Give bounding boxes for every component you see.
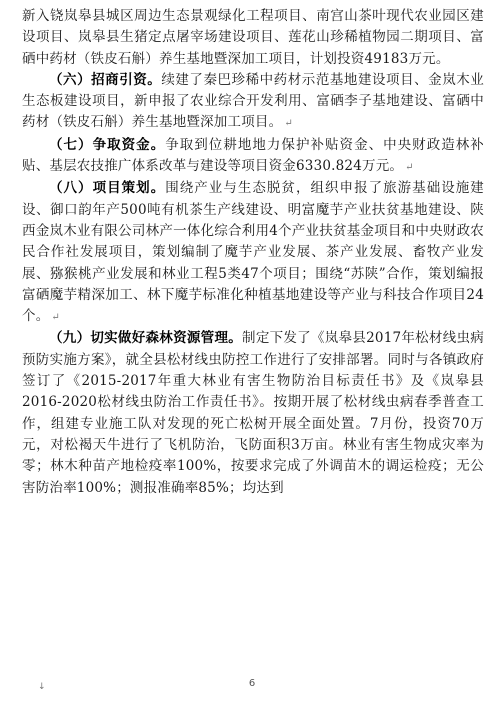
- section-heading: （七）争取资金。: [49, 136, 166, 153]
- paragraph-text: 续建了秦巴珍稀中药材示范基地建设项目、金岚木业生态板建设项目，新申报了农业综合开发利用、富硒李子基地建设、富硒中药材（铁皮石斛）养生基地暨深加工项目。: [22, 71, 484, 131]
- section-heading: （九）切实做好森林资源管理。: [49, 330, 243, 347]
- footer-mark: ↓: [38, 682, 46, 692]
- paragraph-investment-attraction: [22, 70, 484, 135]
- paragraph-text: 争取到位耕地地力保护补贴资金、中央财政造林补贴、基层农技推广体系改革与建设等项目资金6330.824万元。: [22, 136, 484, 175]
- paragraph-mark: ↵: [405, 162, 414, 174]
- document-body: [22, 6, 484, 499]
- page-number: 6: [248, 678, 256, 689]
- paragraph-funding: [22, 135, 484, 179]
- paragraph-mark: ↵: [284, 118, 293, 130]
- paragraph-project-list: [22, 6, 484, 70]
- paragraph-text: 制定下发了《岚皋县2017年松材线虫病预防实施方案》，就全县松材线虫防控工作进行了安排部署。同时与各镇政府签订了《2015-2017年重大林业有害生物防治目标责任书》及《岚皋县2016-2020松材线虫防治工作责任书》。按期开展了松材线虫病春季普查工作，组建专业施工队对发现的死亡松树开展全面处置。7月份，投资70万元，对松褐天牛进行了飞机防治，飞防面积3万亩。林业有害生物成灾率为零；林木种苗产地检疫率100%，按要求完成了外调苗木的调运检疫；无公害防治率100%；测报准确率85%；均达到: [22, 330, 484, 496]
- section-heading: （六）招商引资。: [49, 71, 162, 88]
- paragraph-project-planning: [22, 178, 484, 328]
- section-heading: （八）项目策划。: [49, 180, 166, 197]
- paragraph-text: 新入铙岚皋县城区周边生态景观绿化工程项目、南宫山茶叶现代农业园区建设项目、岚皋县生猪定点屠宰场建设项目、莲花山珍稀植物园二期项目、富硒中药材（铁皮石斛）养生基地暨深加工项目，计划投资49183万元。: [22, 8, 484, 67]
- paragraph-forest-management: [22, 328, 484, 498]
- paragraph-text: 围绕产业与生态脱贫，组织申报了旅游基础设施建设、御口韵年产500吨有机茶生产线建设、明富魔芋产业扶贫基地建设、陕西金岚木业有限公司林产一体化综合利用4个产业扶贫基金项目和中央财政农民合作社发展项目，策划编制了魔芋产业发展、茶产业发展、畜牧产业发展、猕猴桃产业发展和林业工程5类47个项目；围绕“苏陕”合作，策划编报富硒魔芋精深加工、林下魔芋标准化种植基地建设等产业与科技合作项目24个。: [22, 180, 484, 325]
- paragraph-mark: ↵: [51, 312, 60, 324]
